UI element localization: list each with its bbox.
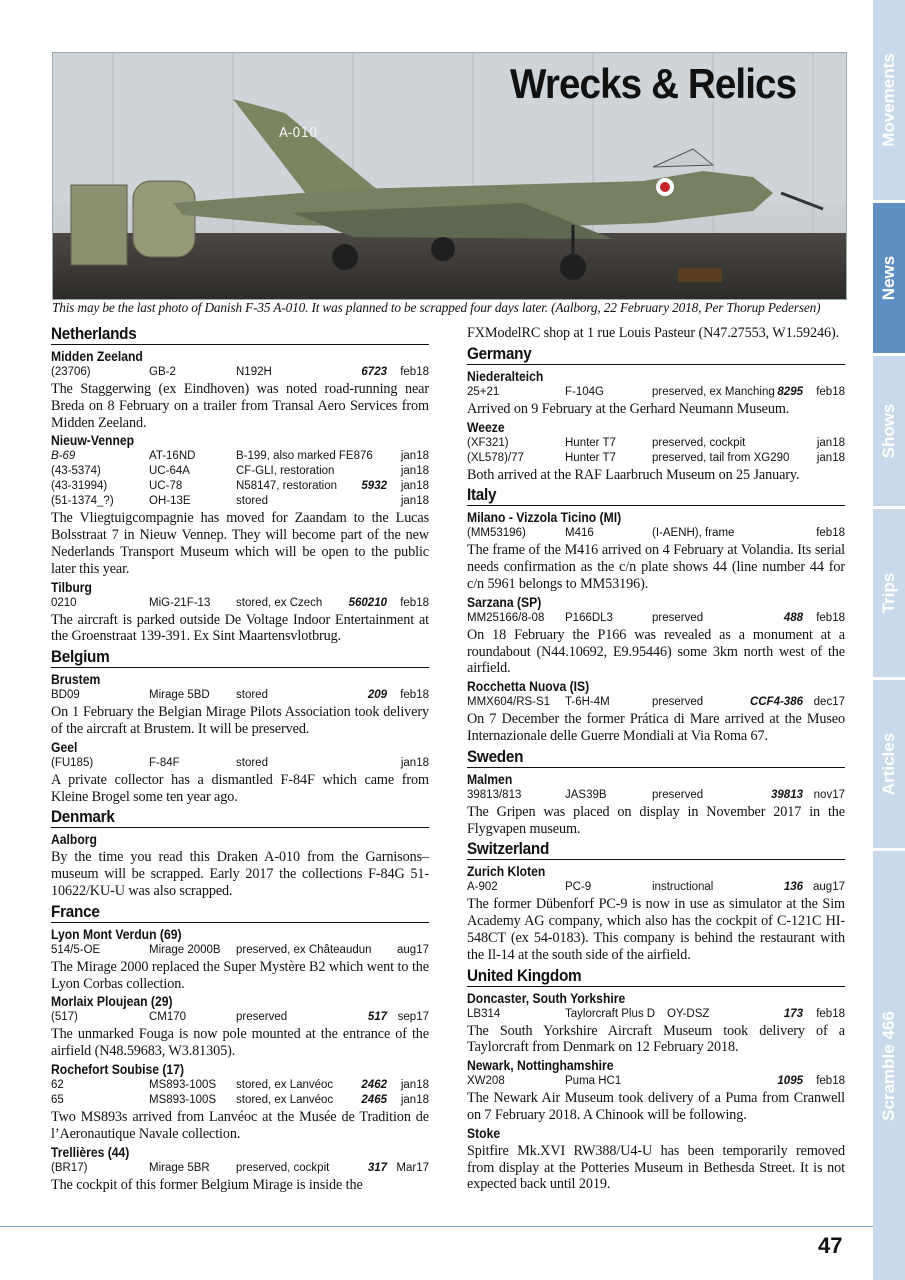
location-heading: Lyon Mont Verdun (69) (51, 926, 182, 942)
entry-text: Both arrived at the RAF Laarbruch Museum on 25 January. (467, 466, 800, 483)
left-column (51, 322, 429, 1213)
country-heading: Denmark (51, 807, 429, 828)
tab-news[interactable]: News (873, 203, 905, 353)
entry-text: On 7 December the former Prática di Mare arrived at the Museo Internazionale delle Guerre Mondiali at Via Roma 67. (467, 711, 845, 744)
entry-text: The South Yorkshire Aircraft Museum took delivery of a Taylorcraft from Denmark on 12 February 2018. (467, 1022, 845, 1056)
location-heading: Midden Zeeland (51, 349, 143, 364)
aircraft-row: (51-1374_?) OH-13E stored jan18 (51, 495, 429, 508)
entry-text: A private collector has a dismantled F-84F which came from Kleine Brogel some ten year ago. (51, 771, 429, 805)
entry-text: The Vliegtuigcompagnie has moved for Zaandam to the Lucas Bolsstraat 7 in Nieuw Vennep. They will become part of the new Nederlands Transport Museum which will be open to the public later this year. (51, 510, 429, 577)
aircraft-row: XW208 Puma HC1 1095 feb18 (467, 1075, 845, 1088)
entry-text: The former Dübenforf PC-9 is now in use as simulator at the Sim Academy AG company, which also has the cockpit of C-121C HI-548CT (ex 54-0183). This company is behind the restaurant with the Il-14 at the south side of the airfield. (467, 896, 845, 963)
aircraft-row: A-902 PC-9 instructional 136 aug17 (467, 881, 845, 894)
country-heading: Germany (467, 344, 845, 365)
entry-text: Spitfire Mk.XVI RW388/U4-U has been temporarily removed from display at the Potteries Museum in Bethesda Street. It is not expected back until 2019. (467, 1142, 845, 1193)
tab-trips[interactable]: Trips (873, 509, 905, 677)
aircraft-row: 514/5-OE Mirage 2000B preserved, ex Châteaudun aug17 (51, 943, 429, 956)
location-heading: Geel (51, 739, 78, 755)
country-heading: Netherlands (51, 324, 429, 345)
aircraft-row: (23706) GB-2 N192H 6723 feb18 (51, 366, 429, 378)
entry-text: On 18 February the P166 was revealed as a monument at a roundabout (N44.10692, E9.95446) some 3km north west of the airfield. (467, 626, 845, 677)
page-number: 47 (818, 1233, 843, 1258)
aircraft-row: (43-31994) UC-78 N58147, restoration 5932 jan18 (51, 480, 429, 493)
section-tabs (873, 0, 905, 1280)
svg-text:A-010: A-010 (279, 126, 318, 141)
country-heading: France (51, 902, 429, 923)
country-heading: United Kingdom (467, 966, 845, 987)
aircraft-row: 39813/813 JAS39B preserved 39813 nov17 (467, 788, 845, 801)
right-column (467, 325, 845, 1195)
country-heading: Italy (467, 485, 845, 506)
location-heading: Zurich Kloten (467, 864, 546, 880)
entry-text: By the time you read this Draken A-010 from the Garnisons–museum will be scrapped. Early 2017 the collections F-84G 51-10622/KU-U was also scrapped. (51, 849, 429, 899)
location-heading: Tilburg (51, 579, 92, 595)
tab-movements[interactable]: Movements (873, 0, 905, 200)
page-title: Wrecks & Relics (510, 60, 797, 107)
entry-text: Arrived on 9 February at the Gerhard Neumann Museum. (467, 400, 790, 417)
location-heading: Rocchetta Nuova (IS) (467, 679, 590, 695)
location-heading: Brustem (51, 672, 101, 688)
photo-caption: This may be the last photo of Danish F-35 A-010. It was planned to be scrapped four days later. (Aalborg, 22 February 2018, Per Thorup Pedersen) (52, 300, 821, 315)
entry-text: Two MS893s arrived from Lanvéoc at the Musée de Tradition de l’Aeronautique Navale collection. (51, 1108, 429, 1142)
entry-text: The Gripen was placed on display in November 2017 in the Flygvapen museum. (467, 803, 845, 837)
footer-rule (0, 1226, 873, 1227)
entry-text: The unmarked Fouga is now pole mounted at the entrance of the airfield (N48.59683, W3.81305). (51, 1026, 429, 1060)
location-heading: Doncaster, South Yorkshire (467, 990, 626, 1006)
tab-shows[interactable]: Shows (873, 356, 905, 506)
aircraft-row: B-69 AT-16ND B-199, also marked FE876 jan18 (51, 450, 429, 463)
location-heading: Weeze (467, 419, 505, 435)
aircraft-row: (BR17) Mirage 5BR preserved, cockpit 317 Mar17 (51, 1161, 429, 1174)
aircraft-row: 65 MS893-100S stored, ex Lanvéoc 2465 jan18 (51, 1093, 429, 1106)
location-heading: Rochefort Soubise (17) (51, 1061, 185, 1077)
aircraft-row: (517) CM170 preserved 517 sep17 (51, 1011, 429, 1024)
aircraft-row: MM25166/8-08 P166DL3 preserved 488 feb18 (467, 611, 845, 624)
aircraft-row: 62 MS893-100S stored, ex Lanvéoc 2462 jan18 (51, 1078, 429, 1091)
location-heading: Milano - Vizzola Ticino (MI) (467, 510, 622, 526)
entry-text: The Mirage 2000 replaced the Super Mystère B2 which went to the Lyon Corbas collection. (51, 958, 429, 992)
entry-text: The Staggerwing (ex Eindhoven) was noted road-running near Breda on 8 February on a trailer from Transal Aero Services from Midden Zeeland. (51, 381, 429, 431)
entry-text: The Newark Air Museum took delivery of a Puma from Cranwell on 7 February 2018. A Chinook will be following. (467, 1090, 845, 1123)
tab-issue[interactable]: Scramble 466 (873, 851, 905, 1280)
aircraft-row: (FU185) F-84F stored jan18 (51, 756, 429, 769)
location-heading: Stoke (467, 1125, 501, 1141)
location-heading: Malmen (467, 771, 513, 787)
location-heading: Sarzana (SP) (467, 594, 542, 610)
aircraft-row: (MM53196) M416 (I-AENH), frame feb18 (467, 527, 845, 540)
tab-articles[interactable]: Articles (873, 680, 905, 848)
location-heading: Trellières (44) (51, 1144, 130, 1160)
aircraft-row: 0210 MiG-21F-13 stored, ex Czech 560210 feb18 (51, 596, 429, 609)
location-heading: Niederalteich (467, 368, 544, 384)
country-heading: Sweden (467, 747, 845, 768)
aircraft-row: LB314 Taylorcraft Plus D OY-DSZ 173 feb18 (467, 1007, 845, 1020)
entry-text: On 1 February the Belgian Mirage Pilots Association took delivery of the aircraft at Brustem. It will be preserved. (51, 704, 429, 737)
entry-text: The frame of the M416 arrived on 4 February at Volandia. Its serial needs confirmation as the c/n plate shows 44 (line number 44 for c/n 5961 belongs to MM53196). (467, 542, 845, 592)
location-heading: Morlaix Ploujean (29) (51, 994, 173, 1010)
entry-text: The cockpit of this former Belgium Mirage is inside the (51, 1176, 363, 1193)
entry-text: The aircraft is parked outside De Voltage Indoor Entertainment at the Groenstraat 139-391. Ex Sint Maartensvlotbrug. (51, 611, 429, 645)
location-heading: Aalborg (51, 832, 97, 848)
location-heading: Nieuw-Vennep (51, 433, 135, 449)
aircraft-row: 25+21 F-104G preserved, ex Manching 8295 feb18 (467, 385, 845, 398)
location-heading: Newark, Nottinghamshire (467, 1058, 614, 1074)
aircraft-row: MMX604/RS-S1 T-6H-4M preserved CCF4-386 dec17 (467, 696, 845, 709)
country-heading: Belgium (51, 647, 429, 668)
aircraft-row: (43-5374) UC-64A CF-GLI, restoration jan18 (51, 465, 429, 478)
aircraft-row: (XL578)/77 Hunter T7 preserved, tail from XG290 jan18 (467, 451, 845, 464)
entry-text-continued: FXModelRC shop at 1 rue Louis Pasteur (N47.27553, W1.59246). (467, 325, 840, 341)
country-heading: Switzerland (467, 839, 845, 860)
aircraft-row: (XF321) Hunter T7 preserved, cockpit jan18 (467, 436, 845, 449)
aircraft-row: BD09 Mirage 5BD stored 209 feb18 (51, 689, 429, 702)
